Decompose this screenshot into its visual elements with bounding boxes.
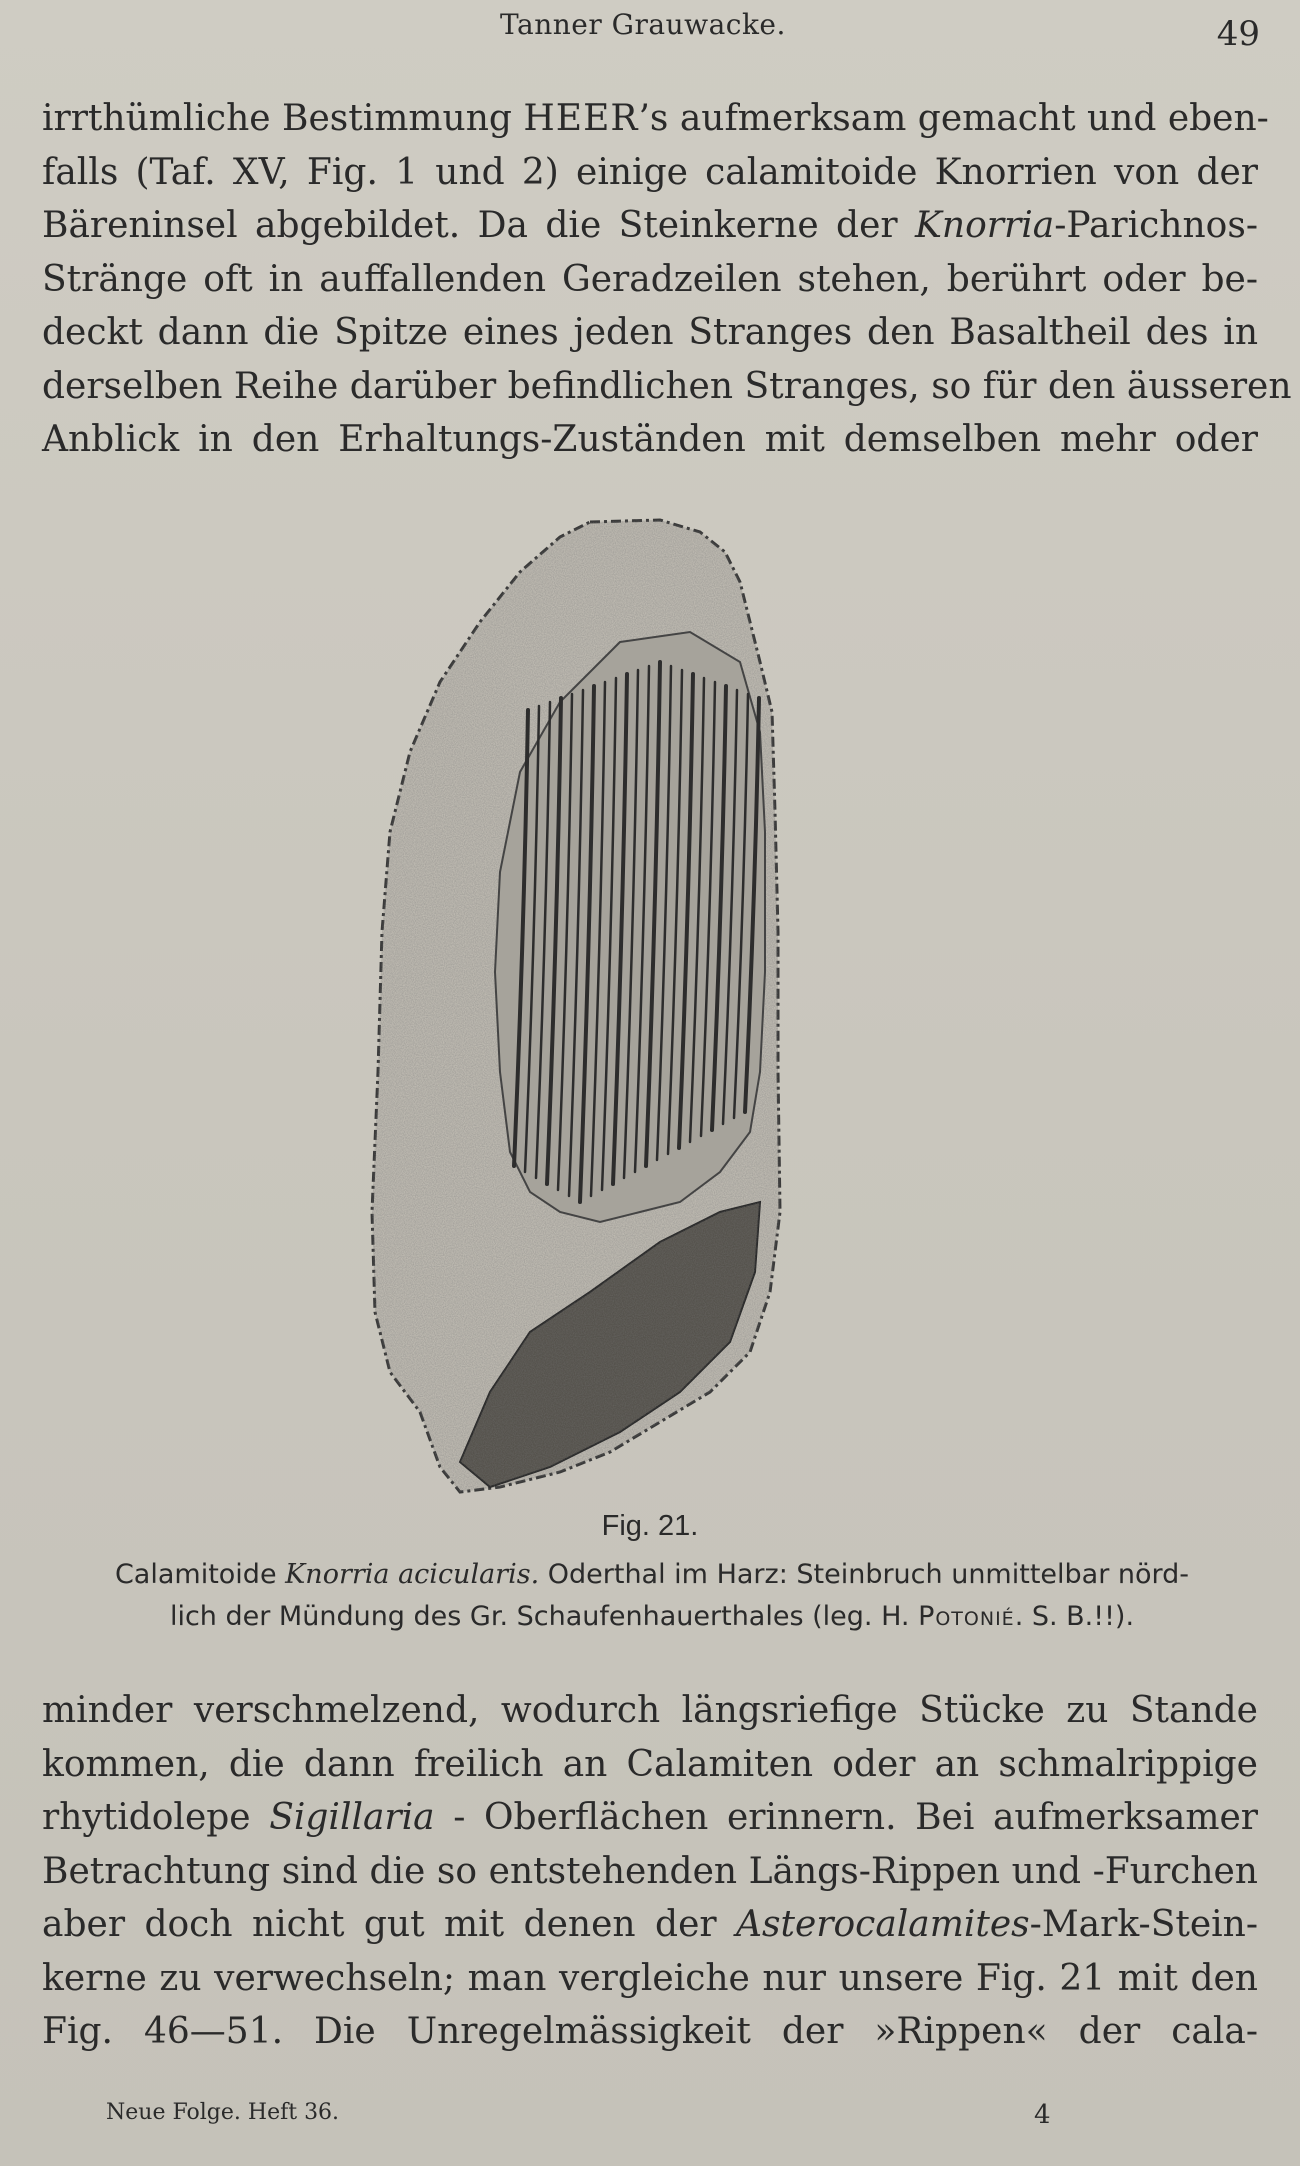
running-title: Tanner Grauwacke. [500, 8, 786, 41]
taxon-name: Sigillaria [269, 1797, 435, 1838]
text-line: deckt dann die Spitze eines jeden Stranges den Basaltheil des in [42, 312, 1258, 353]
paragraph-bottom [42, 1684, 1258, 2059]
text-line: Anblick in den Erhaltungs-Zuständen mit demselben mehr oder [42, 419, 1258, 460]
caption-line: Calamitoide Knorria acicularis. Oderthal im Harz: Steinbruch unmittelbar nörd- [114, 1559, 1190, 1590]
text-line: derselben Reihe darüber befindlichen Stranges, so für den äusseren [42, 365, 1292, 407]
text-line: Bäreninsel abgebildet. Da die Steinkerne der Knorria-Parichnos- [42, 205, 1258, 246]
text-line: Fig. 46—51. Die Unregelmässigkeit der »Rippen« der cala- [42, 2011, 1258, 2052]
text-line: kommen, die dann freilich an Calamiten oder an schmalrippige [42, 1743, 1258, 1785]
running-header [0, 8, 1300, 58]
text-line: minder verschmelzend, wodurch längsriefige Stücke zu Stande [42, 1690, 1258, 1731]
fossil-figure [360, 512, 930, 1502]
text-line: Stränge oft in auffallenden Geradzeilen stehen, berührt oder be- [42, 258, 1258, 300]
species-name: Knorria acicularis. [285, 1559, 540, 1590]
text-line: falls (Taf. XV, Fig. 1 und 2) einige calamitoide Knorrien von der [42, 151, 1258, 193]
text-line: aber doch nicht gut mit denen der Asterocalamites-Mark-Stein- [42, 1904, 1258, 1945]
text-line: kerne zu verwechseln; man vergleiche nur unsere Fig. 21 mit den [42, 1957, 1258, 1999]
taxon-name: Asterocalamites [736, 1904, 1030, 1945]
text-line: irrthümliche Bestimmung HEER’s aufmerksam gemacht und eben- [42, 98, 1269, 139]
figure-caption [44, 1554, 1260, 1638]
fossil-illustration [360, 512, 930, 1502]
text-line: Betrachtung sind die so entstehenden Längs-Rippen und -Furchen [42, 1850, 1258, 1892]
figure-label: Fig. 21. [601, 1510, 699, 1542]
series-note: Neue Folge. Heft 36. [106, 2100, 340, 2125]
taxon-name: Knorria [915, 205, 1055, 246]
author-name: HEER [523, 98, 639, 139]
collector-name: Potonié [918, 1601, 1015, 1632]
text-line: rhytidolepe Sigillaria - Oberflächen erinnern. Bei aufmerksamer [42, 1797, 1258, 1838]
signature-mark: 4 [1034, 2100, 1051, 2130]
paragraph-top [42, 92, 1292, 467]
page-footer [0, 2100, 1300, 2140]
caption-line: lich der Mündung des Gr. Schaufenhauerthales (leg. H. Potonié. S. B.!!). [169, 1601, 1135, 1632]
page-number: 49 [1216, 14, 1260, 54]
